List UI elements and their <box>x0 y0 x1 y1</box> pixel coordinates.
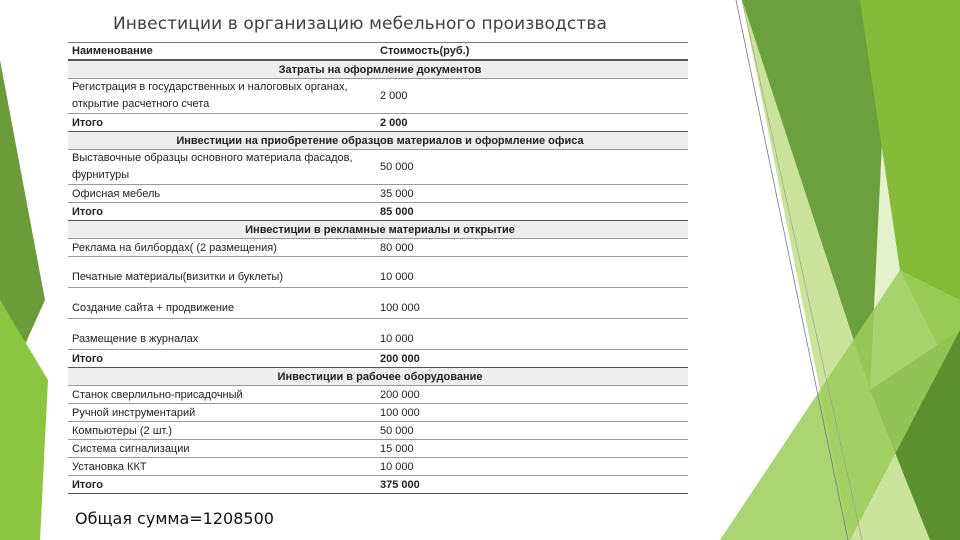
item-name: Компьютеры (2 шт.) <box>68 422 380 440</box>
item-name: Ручной инструментарий <box>68 404 380 422</box>
table-row <box>68 386 688 404</box>
total-label: Итого <box>68 350 380 368</box>
item-cost: 35 000 <box>380 185 688 203</box>
total-value: 200 000 <box>380 350 688 368</box>
item-cost: 200 000 <box>380 386 688 404</box>
item-cost: 50 000 <box>380 422 688 440</box>
section-title: Инвестиции в рабочее оборудование <box>68 368 688 386</box>
total-value: 2 000 <box>380 114 688 132</box>
section-title: Затраты на оформление документов <box>68 60 688 79</box>
total-label: Итого <box>68 203 380 221</box>
total-sum-text: Общая сумма=1208500 <box>75 509 274 528</box>
total-row <box>68 114 688 132</box>
item-cost: 100 000 <box>380 288 688 319</box>
total-label: Итого <box>68 114 380 132</box>
item-name: Выставочные образцы основного материала фасадов, фурнитуры <box>68 150 380 185</box>
table-row <box>68 458 688 476</box>
item-cost: 10 000 <box>380 458 688 476</box>
section-header-row <box>68 368 688 386</box>
item-cost: 100 000 <box>380 404 688 422</box>
item-name: Офисная мебель <box>68 185 380 203</box>
item-name: Регистрация в государственных и налоговых органах, открытие расчетного счета <box>68 79 380 114</box>
table-row <box>68 257 688 288</box>
table-row <box>68 422 688 440</box>
table-row <box>68 319 688 350</box>
total-label: Итого <box>68 476 380 494</box>
item-cost: 50 000 <box>380 150 688 185</box>
item-name: Печатные материалы(визитки и буклеты) <box>68 257 380 288</box>
table-row <box>68 185 688 203</box>
total-row <box>68 476 688 494</box>
item-cost: 2 000 <box>380 79 688 114</box>
item-name: Установка ККТ <box>68 458 380 476</box>
total-value: 85 000 <box>380 203 688 221</box>
column-header-name: Наименование <box>68 43 380 61</box>
table-row <box>68 404 688 422</box>
total-row <box>68 350 688 368</box>
investment-table-image <box>68 42 688 494</box>
table-row <box>68 79 688 114</box>
item-cost: 10 000 <box>380 319 688 350</box>
total-value: 375 000 <box>380 476 688 494</box>
investment-table <box>68 42 688 494</box>
table-row <box>68 440 688 458</box>
section-header-row <box>68 132 688 150</box>
table-row <box>68 288 688 319</box>
section-header-row <box>68 221 688 239</box>
item-cost: 10 000 <box>380 257 688 288</box>
page-title: Инвестиции в организацию мебельного производства <box>112 14 607 34</box>
section-header-row <box>68 60 688 79</box>
section-title: Инвестиции на приобретение образцов материалов и оформление офиса <box>68 132 688 150</box>
item-name: Реклама на билбордах( (2 размещения) <box>68 239 380 257</box>
item-cost: 80 000 <box>380 239 688 257</box>
item-name: Система сигнализации <box>68 440 380 458</box>
item-name: Станок сверлильно-присадочный <box>68 386 380 404</box>
column-header-cost: Стоимость(руб.) <box>380 43 688 61</box>
table-header-row <box>68 43 688 61</box>
total-row <box>68 203 688 221</box>
section-title: Инвестиции в рекламные материалы и открытие <box>68 221 688 239</box>
table-row <box>68 239 688 257</box>
item-cost: 15 000 <box>380 440 688 458</box>
item-name: Размещение в журналах <box>68 319 380 350</box>
table-row <box>68 150 688 185</box>
item-name: Создание сайта + продвижение <box>68 288 380 319</box>
